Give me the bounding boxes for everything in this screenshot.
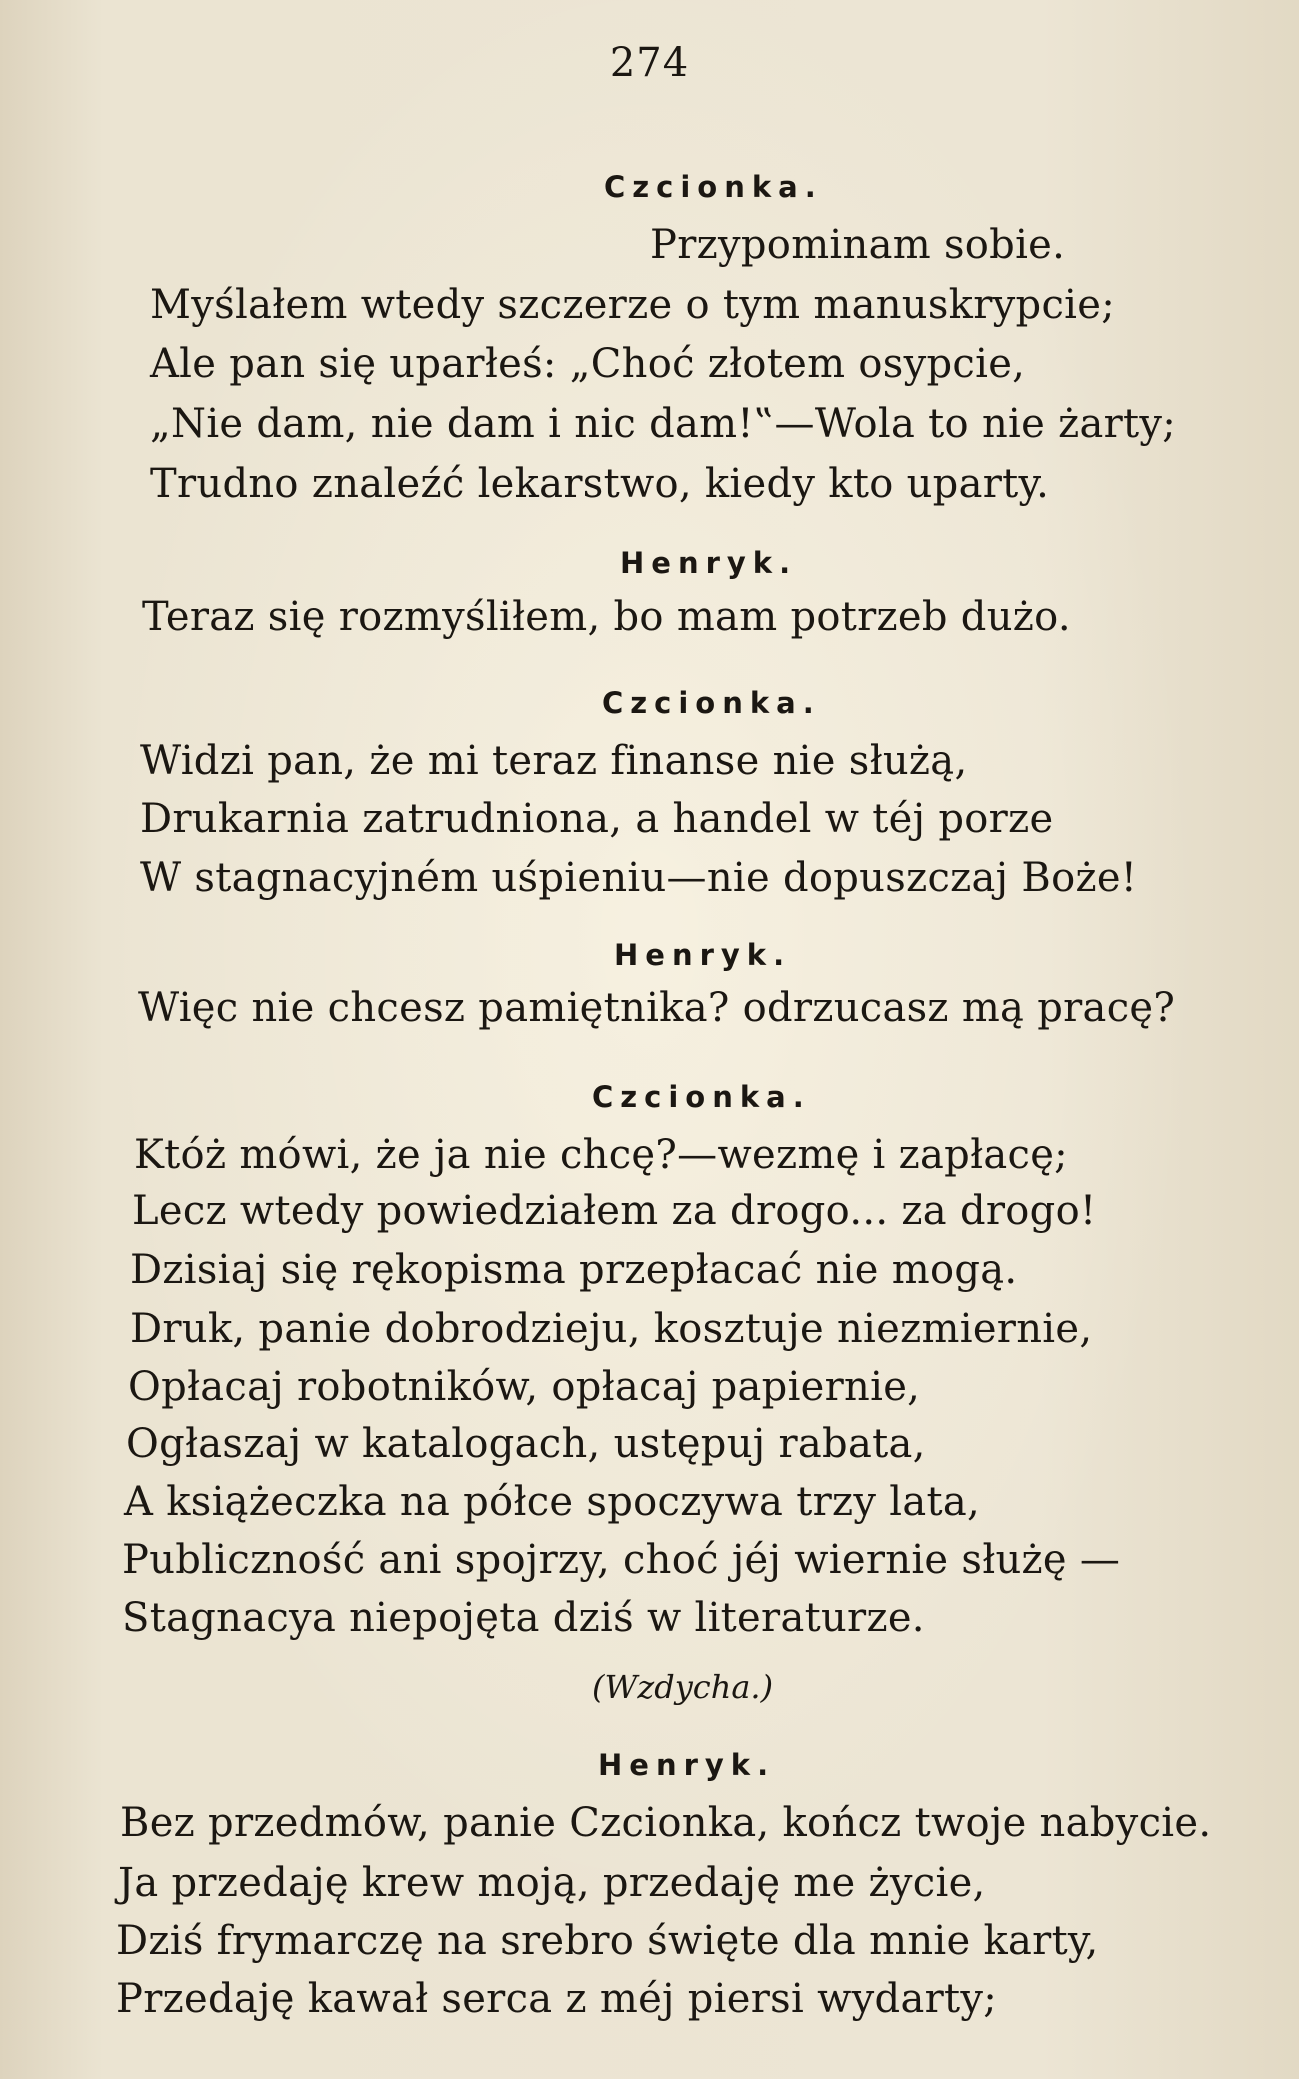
verse-line: Ale pan się uparłeś: „Choć złotem osypcie, <box>150 341 1026 387</box>
verse-line: Więc nie chcesz pamiętnika? odrzucasz mą pracę? <box>138 985 1176 1031</box>
speaker-name: Henryk. <box>620 546 798 580</box>
verse-line: Dziś frymarczę na srebro święte dla mnie karty, <box>116 1918 1099 1964</box>
speaker-name: Henryk. <box>598 1748 776 1782</box>
verse-line: Drukarnia zatrudniona, a handel w téj porze <box>140 796 1054 842</box>
verse-line: Opłacaj robotników, opłacaj papiernie, <box>128 1364 921 1410</box>
verse-line: Ogłaszaj w katalogach, ustępuj rabata, <box>126 1421 926 1467</box>
verse-line: W stagnacyjném uśpieniu—nie dopuszczaj Boże! <box>140 855 1138 901</box>
verse-line: Dzisiaj się rękopisma przepłacać nie mogą. <box>130 1247 1018 1293</box>
speaker-name: Czcionka. <box>602 686 821 720</box>
speaker-name: Czcionka. <box>592 1080 811 1114</box>
speaker-name: Czcionka. <box>604 170 823 204</box>
verse-line: Lecz wtedy powiedziałem za drogo... za drogo! <box>132 1188 1097 1234</box>
page-number: 274 <box>609 40 690 86</box>
verse-line: Przedaję kawał serca z méj piersi wydarty; <box>116 1976 998 2022</box>
verse-line: Bez przedmów, panie Czcionka, kończ twoje nabycie. <box>120 1800 1212 1846</box>
stage-direction: (Wzdycha.) <box>592 1668 774 1706</box>
verse-line: Stagnacya niepojęta dziś w literaturze. <box>122 1595 925 1641</box>
verse-line: Publiczność ani spojrzy, choć jéj wiernie służę — <box>122 1537 1121 1583</box>
verse-line: Któż mówi, że ja nie chcę?—wezmę i zapłacę; <box>134 1132 1068 1178</box>
verse-line: Myślałem wtedy szczerze o tym manuskrypcie; <box>150 282 1115 328</box>
verse-line: Przypominam sobie. <box>650 222 1066 268</box>
verse-line: Ja przedaję krew moją, przedaję me życie, <box>118 1860 986 1906</box>
verse-line: Teraz się rozmyśliłem, bo mam potrzeb dużo. <box>142 594 1071 640</box>
verse-line: „Nie dam, nie dam i nic dam!‟—Wola to nie żarty; <box>150 401 1177 447</box>
verse-line: Trudno znaleźć lekarstwo, kiedy kto uparty. <box>150 461 1050 507</box>
verse-line: Druk, panie dobrodzieju, kosztuje niezmiernie, <box>130 1306 1093 1352</box>
verse-line: Widzi pan, że mi teraz finanse nie służą, <box>140 738 968 784</box>
verse-line: A książeczka na półce spoczywa trzy lata, <box>124 1479 981 1525</box>
speaker-name: Henryk. <box>614 938 792 972</box>
